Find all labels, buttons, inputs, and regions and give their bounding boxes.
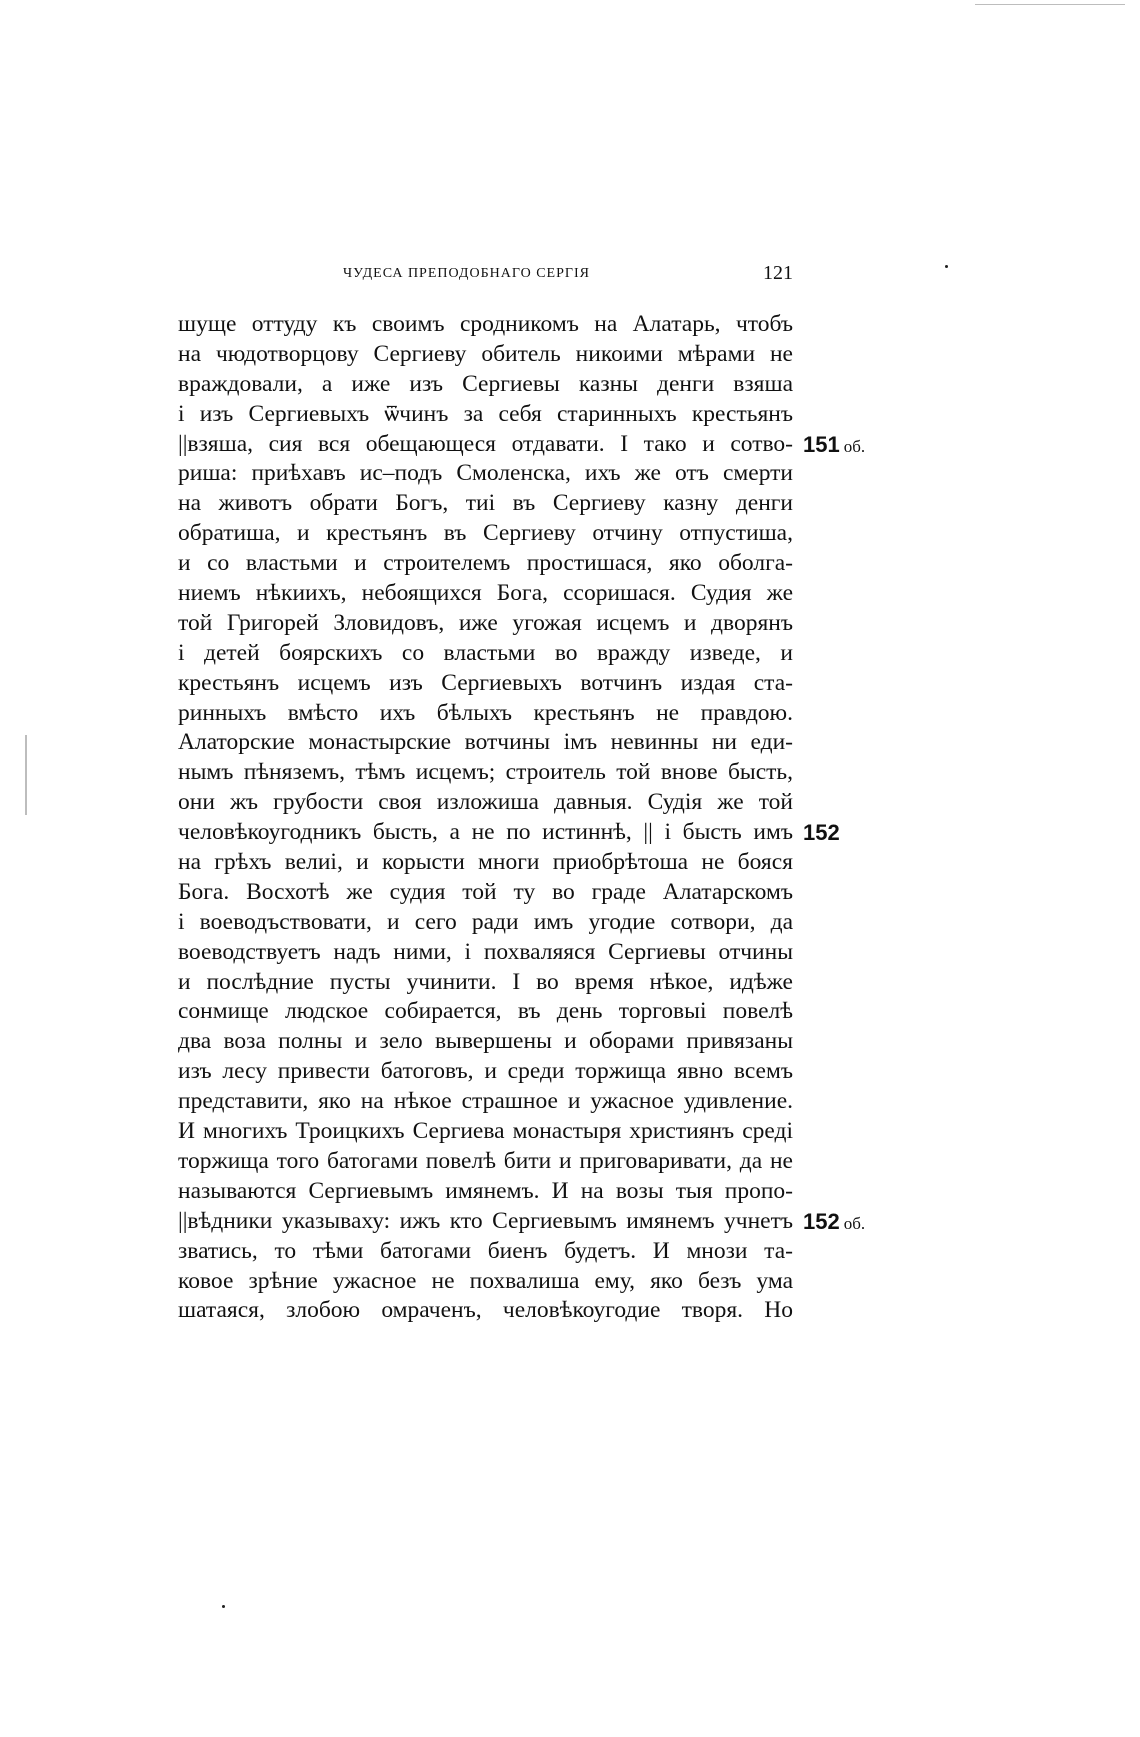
page-header: [343, 262, 793, 288]
folio-suffix: об.: [843, 436, 866, 456]
text-line: [178, 370, 793, 400]
line-text: на грѣхъ велиі, и корысти многи приобрѣтоша не бояся: [178, 849, 793, 876]
page-number: 121: [763, 262, 793, 284]
line-text: риша: приѣхавъ ис–подъ Смоленска, ихъ же отъ смерти: [178, 460, 793, 487]
text-line: [178, 669, 793, 699]
folio-number: 152: [803, 820, 840, 846]
line-text: нымъ пѣняземъ, тѣмъ исцемъ; строитель той внове бысть,: [178, 759, 793, 786]
line-text: и послѣдние пусты учинити. І во время нѣкое, идѣже: [178, 968, 793, 995]
line-text: человѣкоугодникъ бысть, а не по истиннѣ, || і бысть имъ: [178, 819, 793, 846]
line-text: той Григорей Зловидовъ, иже угожая исцемъ и дворянъ: [178, 609, 793, 636]
text-line: [178, 1087, 793, 1117]
text-line: [178, 310, 793, 340]
line-text: обратиша, и крестьянъ въ Сергиеву отчину отпустиша,: [178, 520, 793, 547]
text-line: [178, 878, 793, 908]
line-text: представити, яко на нѣкое страшное и ужасное удивление.: [178, 1088, 793, 1115]
text-line: [178, 400, 793, 430]
line-text: Бога. Восхотѣ же судия той ту во граде Алатарскомъ: [178, 878, 793, 905]
line-text: на животъ обрати Богъ, тиі въ Сергиеву казну денги: [178, 490, 793, 517]
text-line: [178, 609, 793, 639]
text-line: [178, 1207, 866, 1237]
text-line: [178, 639, 793, 669]
running-title: ЧУДЕСА ПРЕПОДОБНАГО СЕРГІЯ: [343, 266, 590, 281]
text-line: [178, 1147, 793, 1177]
line-text: і воеводъствовати, и сего ради имъ угодие сотвори, да: [178, 908, 793, 935]
line-text: называются Сергиевымъ имянемъ. И на возы тыя пропо-: [178, 1177, 793, 1204]
text-line: [178, 549, 793, 579]
folio-number: 151: [803, 431, 840, 457]
text-line: [178, 728, 793, 758]
line-text: и со властьми и строителемъ простишася, яко оболга-: [178, 550, 793, 577]
text-line: [178, 1267, 793, 1297]
folio-margin-note: [803, 818, 840, 848]
speck-mark: [222, 1605, 225, 1608]
text-line: [178, 1057, 793, 1087]
line-text: сонмище людское собирается, въ день торговыі повелѣ: [178, 998, 793, 1025]
text-line: [178, 519, 793, 549]
line-text: шатаяся, злобою омраченъ, человѣкоугодие творя. Но: [178, 1297, 793, 1324]
line-text: два воза полны и зело вывершены и оборами привязаны: [178, 1028, 793, 1055]
text-line: [178, 459, 793, 489]
text-line: [178, 1296, 793, 1326]
text-line: [178, 340, 793, 370]
line-text: ниемъ нѣкиихъ, небоящихся Бога, ссоришася. Судия же: [178, 580, 793, 607]
text-line: [178, 430, 866, 460]
line-text: шуще оттуду къ своимъ сродникомъ на Алатарь, чтобъ: [178, 311, 793, 337]
folio-margin-note: [803, 1207, 865, 1239]
text-line: [178, 699, 793, 729]
text-line: [178, 489, 793, 519]
folio-margin-note: [803, 430, 865, 462]
line-text: И многихъ Троицкихъ Сергиева монастыря християнъ среді: [178, 1118, 793, 1145]
text-line: [178, 1117, 793, 1147]
text-line: [178, 1237, 793, 1267]
text-line: [178, 997, 793, 1027]
line-text: торжища того батогами повелѣ бити и приговаривати, да не: [178, 1147, 793, 1174]
speck-mark: [945, 265, 948, 268]
text-line: [178, 1027, 793, 1057]
text-line: [178, 788, 793, 818]
line-text: на чюдотворцову Сергиеву обитель никоими мѣрами не: [178, 340, 793, 367]
line-text: они жъ грубости своя изложиша давныя. Судія же той: [178, 789, 793, 816]
text-line: [178, 579, 793, 609]
folio-suffix: об.: [843, 1213, 866, 1233]
line-text: ||вѣдники указываху: ижъ кто Сергиевымъ имянемъ учнетъ: [178, 1207, 793, 1234]
line-text: і изъ Сергиевыхъ ѿчинъ за себя старинныхъ крестьянъ: [178, 400, 793, 427]
text-line: [178, 968, 793, 998]
folio-number: 152: [803, 1208, 840, 1234]
line-text: ринныхъ вмѣсто ихъ бѣлыхъ крестьянъ не правдою.: [178, 699, 793, 726]
line-text: ||взяша, сия вся обещающеся отдавати. І тако и сотво-: [178, 430, 793, 457]
line-text: враждовали, а иже изъ Сергиевы казны денги взяша: [178, 370, 793, 397]
line-text: крестьянъ исцемъ изъ Сергиевыхъ вотчинъ издая ста-: [178, 669, 793, 696]
scan-edge-mark: [975, 4, 1125, 5]
text-line: [178, 908, 793, 938]
line-text: воеводствуетъ надъ ними, і похваляяся Сергиевы отчины: [178, 938, 793, 965]
text-line: [178, 848, 793, 878]
line-text: Алаторские монастырские вотчины імъ невинны ни еди-: [178, 729, 793, 756]
line-text: ковое зрѣние ужасное не похвалиша ему, яко безъ ума: [178, 1267, 793, 1294]
line-text: изъ лесу привести батоговъ, и среди торжища явно всемъ: [178, 1058, 793, 1085]
line-text: і детей боярскихъ со властьми во вражду изведе, и: [178, 639, 793, 666]
body-text: [178, 310, 866, 1326]
scan-edge-mark: [25, 735, 27, 815]
line-text: зватись, то тѣми батогами биенъ будетъ. И мнози та-: [178, 1237, 793, 1264]
text-line: [178, 758, 793, 788]
text-line: [178, 938, 793, 968]
text-line: [178, 818, 840, 848]
text-line: [178, 1177, 793, 1207]
